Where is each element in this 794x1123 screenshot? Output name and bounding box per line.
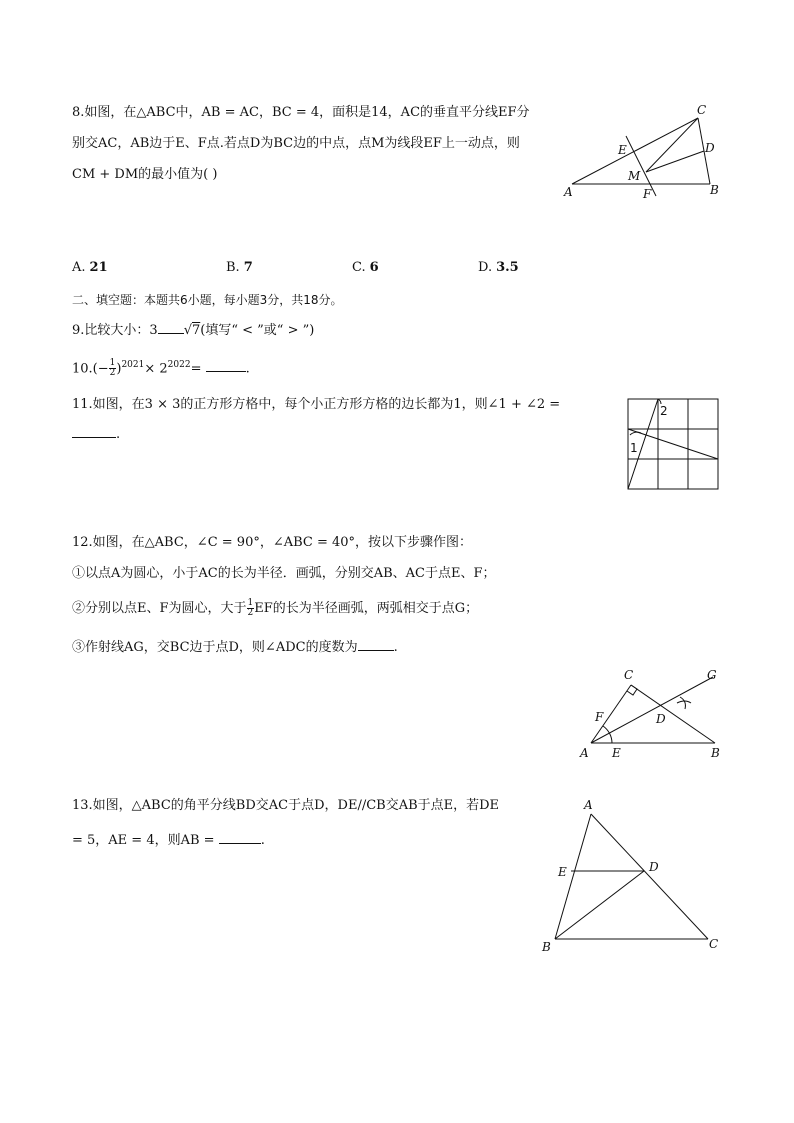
q11-text-line1: 11.如图，在3 × 3的正方形方格中，每个小正方形方格的边长都为1，则∠1 + ∠2 = [72, 397, 561, 412]
q8-choice-d[interactable]: D. 3.5 [478, 260, 519, 275]
q12-label-d: D [656, 712, 666, 726]
q11-text-line2: . [72, 425, 120, 444]
q12-text-line3: ②分别以点E、F为圆心，大于 $\frac{1}{2}$ EF的长为半径画弧，两弧相交于点G； [72, 598, 479, 618]
q12-label-c: C [624, 668, 634, 682]
section2-title: 二、填空题：本题共6小题，每小题3分，共18分。 [72, 293, 343, 307]
q12-label-f: F [595, 710, 604, 724]
q12-text-line2: ①以点A为圆心，小于AC的长为半径．画弧，分别交AB、AC于点E、F； [72, 566, 496, 581]
q8-label-f: F [643, 187, 652, 201]
q10-answer-blank[interactable] [206, 359, 246, 372]
q12-answer-blank[interactable] [358, 638, 394, 651]
q13-label-c: C [709, 937, 719, 951]
q11-answer-blank[interactable] [72, 425, 116, 438]
q8-choice-b[interactable]: B. 7 [226, 260, 253, 275]
q8-text-line1: 8.如图，在△ABC中，AB = AC，BC = 4，面积是14，AC的垂直平分线EF分 [72, 105, 530, 120]
q12-text-line1: 12.如图，在△ABC，∠C = 90°，∠ABC = 40°，按以下步骤作图： [72, 535, 473, 550]
q13-label-b: B [542, 940, 551, 954]
q12-label-a: A [580, 746, 589, 760]
q13-figure [538, 795, 728, 955]
q9-text: 9.比较大小：3 √7(填写“ < ”或“ > ”) [72, 323, 315, 338]
q12-text-line4: ③作射线AG，交BC边于点D，则∠ADC的度数为 . [72, 640, 398, 655]
q8-label-e: E [618, 143, 627, 157]
q8-choice-a[interactable]: A. 21 [72, 260, 108, 275]
q8-text-line3: CM + DM的最小值为( ) [72, 167, 218, 182]
q9-answer-blank[interactable] [158, 321, 184, 334]
q8-label-b: B [710, 183, 719, 197]
q8-label-m: M [628, 169, 641, 183]
q11-figure [627, 398, 721, 492]
q10-text: 10.(− $\frac{1}{2}$ )$^{2021}\times 2^{2022}=$ . [72, 358, 250, 379]
q8-label-d: D [705, 141, 715, 155]
q12-label-g: G [707, 668, 717, 682]
q8-label-c: C [697, 103, 707, 117]
q13-label-d: D [649, 860, 659, 874]
sqrt-symbol: √7 [183, 323, 201, 338]
q12-label-e: E [612, 746, 621, 760]
q12-label-b: B [711, 746, 720, 760]
angle-2-label: 2 [660, 404, 668, 418]
q13-label-e: E [558, 865, 567, 879]
q8-label-a: A [564, 185, 573, 199]
q13-text-line1: 13.如图，△ABC的角平分线BD交AC于点D，DE//CB交AB于点E，若DE [72, 798, 500, 813]
q8-text-line2: 别交AC，AB边于E、F点.若点D为BC边的中点，点M为线段EF上一动点，则 [72, 136, 520, 151]
q13-text-line2: = 5，AE = 4，则AB = . [72, 833, 265, 848]
q8-figure [560, 100, 730, 205]
q13-answer-blank[interactable] [219, 831, 261, 844]
q12-figure [575, 665, 725, 765]
q8-choice-c[interactable]: C. 6 [352, 260, 379, 275]
angle-1-label: 1 [630, 441, 638, 455]
q13-label-a: A [584, 798, 593, 812]
